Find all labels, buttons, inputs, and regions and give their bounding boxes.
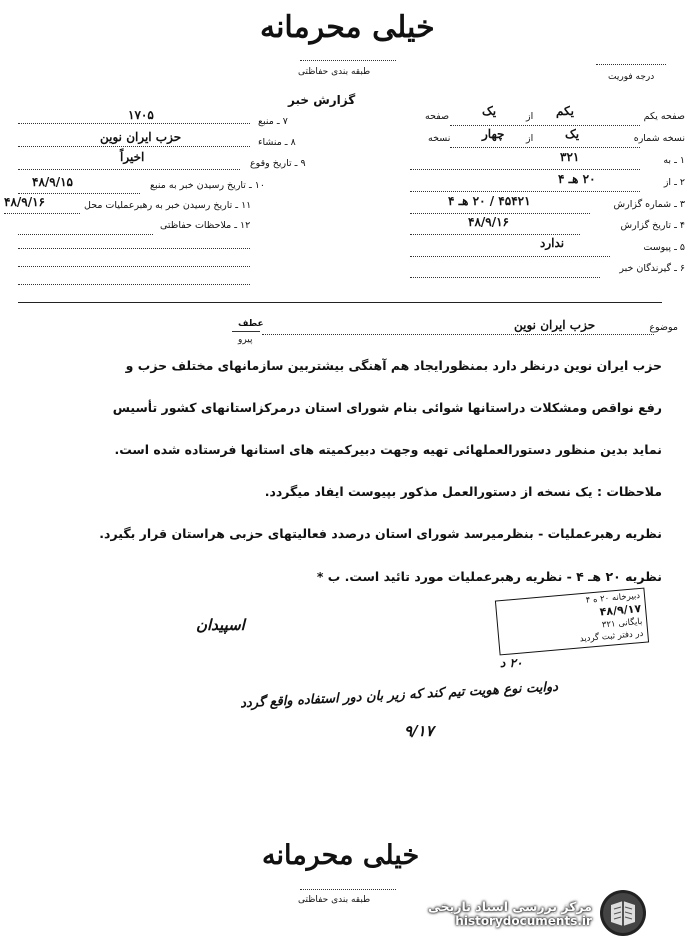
body-line: ملاحظات : یک نسخه از دستورالعمل مذکور بپیوست ایفاد میگردد. — [264, 484, 662, 499]
field-ops-date-hand: ۴۸/۹/۱۶ — [4, 195, 45, 209]
field-occurrence-line — [18, 168, 240, 170]
watermark-logo — [428, 888, 648, 938]
body-line: نظریه ۲۰ هـ ۴ - نظریه رهبرعملیات مورد تائید است. ب * — [316, 569, 662, 584]
watermark-texts — [428, 899, 592, 928]
subject-side-top: عطف — [238, 319, 264, 329]
field-security-notes-label: ۱۲ ـ ملاحظات حفاظتی — [160, 220, 251, 231]
field-copy-end: نسخه — [428, 133, 451, 144]
field-source-label: ۷ ـ منبع — [258, 116, 288, 127]
field-attachment-label: ۵ ـ پیوست — [643, 242, 685, 253]
footer-classification-underline — [300, 889, 396, 890]
field-page-mid: از — [526, 111, 534, 122]
signature-name: اسپیدان — [196, 616, 245, 634]
field-to-line — [410, 168, 640, 170]
field-copy-mid-hand: چهار — [482, 127, 505, 141]
field-to-label: ۱ ـ به — [663, 155, 685, 166]
field-extra-line-1 — [18, 247, 250, 249]
subject-line — [262, 333, 654, 335]
archive-book-icon — [598, 888, 648, 938]
field-source-line — [18, 122, 250, 124]
field-report-date-line — [410, 233, 580, 235]
subject-value: حزب ایران نوین — [514, 318, 596, 332]
field-to-hand: ۳۲۱ — [560, 150, 580, 164]
field-attachment-hand: ندارد — [540, 236, 565, 250]
body-line: نظریه رهبرعملیات - بنظرمیرسد شورای استان درصدد فعالیتهای حزبی هراستان قرار بگیرد. — [99, 526, 662, 541]
field-copy-mid: از — [526, 133, 534, 144]
field-page-label: صفحه یکم — [643, 111, 685, 122]
field-recipients-label: ۶ ـ گیرندگان خبر — [619, 263, 685, 274]
body-line: نماید بدین منظور دستورالعملهائی تهیه وجهت دبیرکمیته های استانها فرستاده شده است. — [114, 442, 662, 457]
field-page-line — [450, 124, 640, 126]
field-extra-line-2 — [18, 265, 250, 267]
field-copy-label: نسخه شماره — [633, 133, 685, 144]
body-line: رفع نواقص ومشکلات دراستانها شوائی بنام شورای استان درمرکزاستانهای کشور تأسیس — [112, 400, 662, 415]
watermark-url: historydocuments.ir — [455, 913, 592, 928]
field-source-hand: ۱۷۰۵ — [128, 108, 154, 122]
field-ops-date-label: ۱۱ ـ تاریخ رسیدن خبر به رهبرعملیات محل — [84, 200, 252, 211]
field-page-end: صفحه — [425, 111, 450, 122]
body-line: حزب ایران نوین درنظر دارد بمنظورایجاد هم آهنگی بیشتربین سازمانهای مختلف حزب و — [125, 358, 662, 373]
stamp-line-2: ۴۸/۹/۱۷ — [599, 602, 642, 619]
field-occurrence-label: ۹ ـ تاریخ وقوع — [250, 158, 306, 169]
field-origin-hand: حزب ایران نوین — [100, 130, 182, 144]
field-extra-line-3 — [18, 283, 250, 285]
field-page-hand: یکم — [556, 104, 574, 118]
subject-side-bottom: پیرو — [238, 335, 253, 345]
footer-classification-caption: طبقه بندی حفاظتی — [298, 895, 371, 905]
field-from-hand: ۲۰ هـ ۴ — [558, 172, 596, 186]
handwritten-note: دوایت نوع هویت تیم کند که زیر بان دور استفاده واقع گردد — [239, 679, 559, 712]
field-report-no-hand: ۴۵۴۲۱ / ۲۰ هـ ۴ — [448, 194, 531, 208]
stamp-line-4: در دفتر ثبت گردید — [579, 628, 644, 645]
field-from-line — [410, 190, 640, 192]
field-occurrence-hand: اخیراً — [120, 150, 145, 164]
field-origin-line — [18, 145, 250, 147]
watermark-name: مرکز بررسی اسناد تاریخی — [428, 898, 592, 914]
field-ops-date-line — [4, 212, 80, 214]
field-attachment-line — [410, 255, 610, 257]
handwritten-note-date: ۹/۱۷ — [404, 722, 434, 740]
field-copy-line — [450, 146, 640, 148]
stamp-line-1: دبیرخانه ۲۰ ه ۴ — [585, 590, 641, 606]
header-separator — [18, 302, 662, 303]
report-title: گزارش خبر — [288, 93, 356, 107]
stamp-line-3: بایگانی ۳۲۱ — [601, 617, 643, 631]
field-source-date-line — [18, 192, 140, 194]
classification-underline — [300, 60, 396, 61]
field-report-no-line — [410, 212, 590, 214]
field-report-date-hand: ۴۸/۹/۱۶ — [468, 215, 509, 229]
field-security-notes-line — [18, 233, 153, 235]
field-source-date-label: ۱۰ ـ تاریخ رسیدن خبر به منبع — [150, 180, 265, 191]
priority-line — [596, 64, 666, 65]
field-report-date-label: ۴ ـ تاریخ گزارش — [620, 220, 685, 231]
classification-title: خیلی محرمانه — [260, 10, 435, 45]
field-recipients-line — [410, 276, 600, 278]
field-source-date-hand: ۴۸/۹/۱۵ — [32, 175, 73, 189]
subject-label: موضوع — [649, 322, 678, 333]
footer-classification-title: خیلی محرمانه — [262, 840, 420, 871]
field-copy-hand: یک — [565, 127, 580, 141]
handwritten-note-number: ۲۰ د — [500, 656, 523, 670]
field-page-mid-hand: یک — [482, 104, 497, 118]
field-report-no-label: ۳ ـ شماره گزارش — [613, 199, 685, 210]
registry-stamp — [495, 588, 649, 656]
field-origin-label: ۸ ـ منشاء — [258, 137, 296, 148]
field-from-label: ۲ ـ از — [663, 177, 685, 188]
classification-caption: طبقه بندی حفاظتی — [298, 67, 371, 77]
priority-label: درجه فوریت — [608, 72, 655, 82]
subject-side-divider — [232, 331, 260, 332]
